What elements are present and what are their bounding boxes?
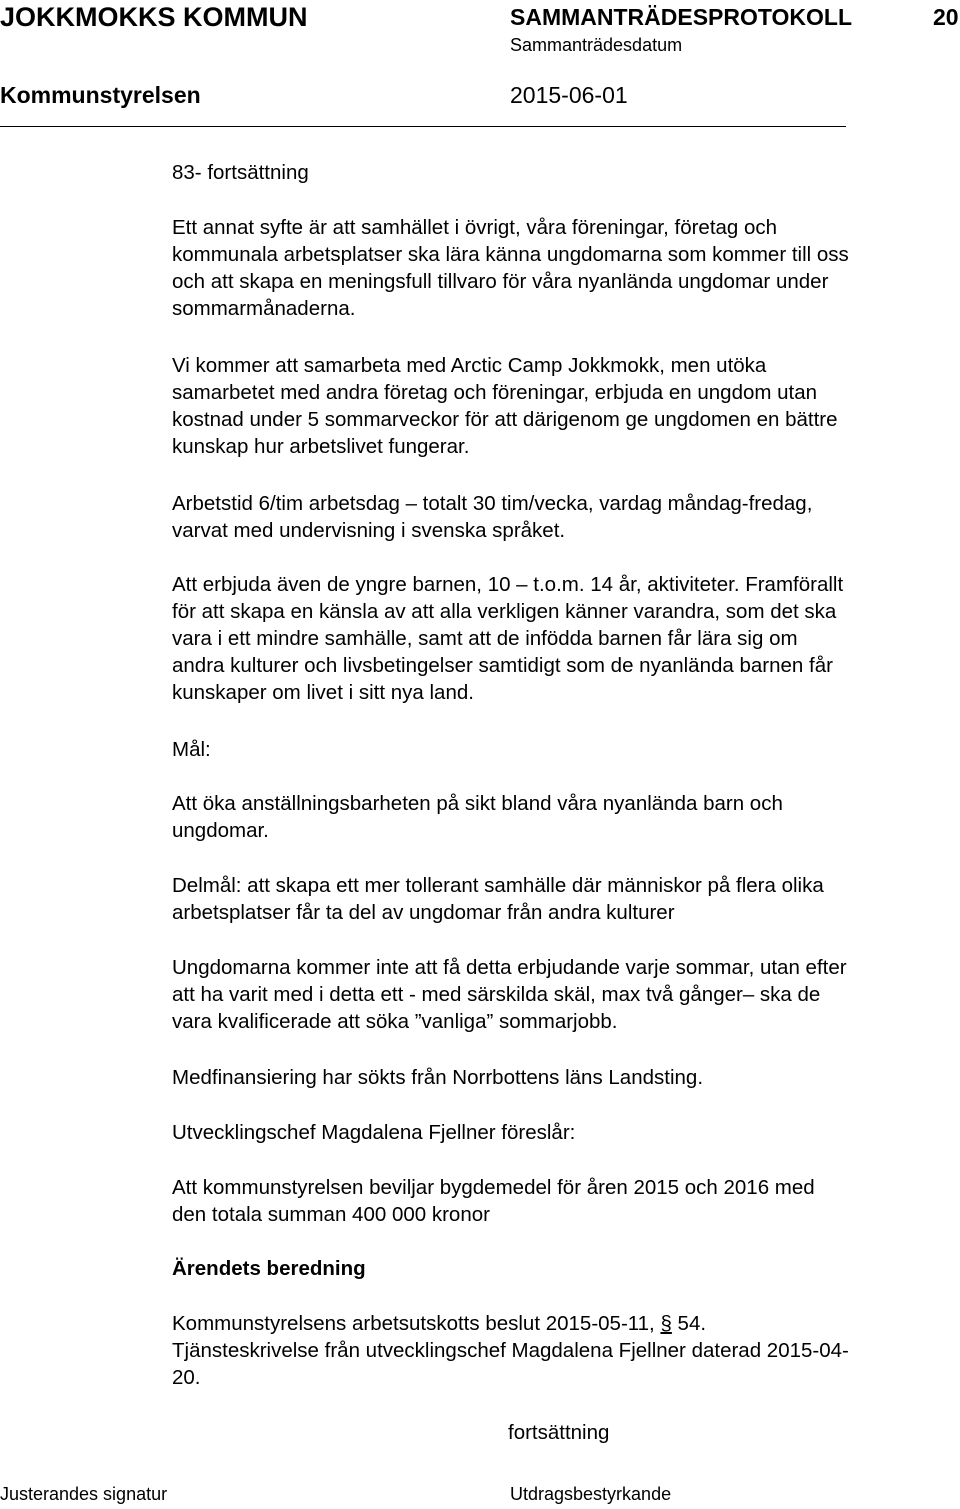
header-divider xyxy=(0,126,846,127)
page-number: 20 xyxy=(933,4,959,30)
paragraph-subgoal: Delmål: att skapa ett mer tollerant samhälle där människor på flera olika arbetsplatser får ta del av ungdomar från andra kulturer xyxy=(172,874,824,924)
municipality-title: JOKKMOKKS KOMMUN xyxy=(0,2,308,32)
paragraph-purpose: Ett annat syfte är att samhället i övrigt, våra föreningar, företag och kommunala arbetsplatser ska lära känna ungdomarna som kommer till oss och att skapa en meningsfull tillvaro för våra nyanlända ungdomar under sommarmånaderna. xyxy=(172,216,849,320)
paragraph-proposal-intro: Utvecklingschef Magdalena Fjellner föreslår: xyxy=(172,1121,576,1144)
footer-signature-label: Justerandes signatur xyxy=(0,1484,168,1504)
paragraph-goal: Att öka anställningsbarheten på sikt bland våra nyanlända barn och ungdomar. xyxy=(172,792,783,842)
preparation-references: Kommunstyrelsens arbetsutskotts beslut 2015-05-11, § 54. Tjänsteskrivelse från utvecklingschef Magdalena Fjellner daterad 2015-04- 20. xyxy=(172,1310,952,1391)
section-heading: 83- fortsättning xyxy=(172,161,309,184)
document-type: SAMMANTRÄDESPROTOKOLL xyxy=(510,4,853,30)
paragraph-eligibility: Ungdomarna kommer inte att få detta erbjudande varje sommar, utan efter att ha varit med i detta ett - med särskilda skäl, max två gånger– ska de vara kvalificerade att söka ”vanliga” sommarjobb. xyxy=(172,956,847,1033)
paragraph-working-hours: Arbetstid 6/tim arbetsdag – totalt 30 tim/vecka, vardag måndag-fredag, varvat med undervisning i svenska språket. xyxy=(172,492,813,542)
paragraph-younger-children: Att erbjuda även de yngre barnen, 10 – t.o.m. 14 år, aktiviteter. Framförallt för att skapa en känsla av att alla verkligen känner varandra, som det ska vara i ett mindre samhälle, samt att de infödda barnen får lära sig om andra kulturer och livsbetingelser samtidigt som de nyanlända barnen får kunskaper om livet i sitt nya land. xyxy=(172,573,844,704)
paragraph-proposal: Att kommunstyrelsen beviljar bygdemedel för åren 2015 och 2016 med den totala summan 400 000 kronor xyxy=(172,1176,815,1226)
goal-label: Mål: xyxy=(172,738,211,761)
paragraph-cofinancing: Medfinansiering har sökts från Norrbottens läns Landsting. xyxy=(172,1066,704,1089)
preparation-heading: Ärendets beredning xyxy=(172,1257,366,1280)
meeting-date-label: Sammanträdesdatum xyxy=(510,35,683,55)
footer-extract-label: Utdragsbestyrkande xyxy=(510,1484,672,1504)
section-sign: § xyxy=(660,1312,672,1335)
meeting-date: 2015-06-01 xyxy=(510,82,628,108)
continuation-note: fortsättning xyxy=(508,1421,610,1444)
reference-au-decision: Kommunstyrelsens arbetsutskotts beslut 2015-05-11, § 54. xyxy=(172,1312,707,1335)
body-name: Kommunstyrelsen xyxy=(0,82,201,108)
paragraph-cooperation: Vi kommer att samarbeta med Arctic Camp Jokkmokk, men utöka samarbetet med andra företag och föreningar, erbjuda en ungdom utan kostnad under 5 sommarveckor för att därigenom ge ungdomen en bättre kunskap hur arbetslivet fungerar. xyxy=(172,354,838,458)
